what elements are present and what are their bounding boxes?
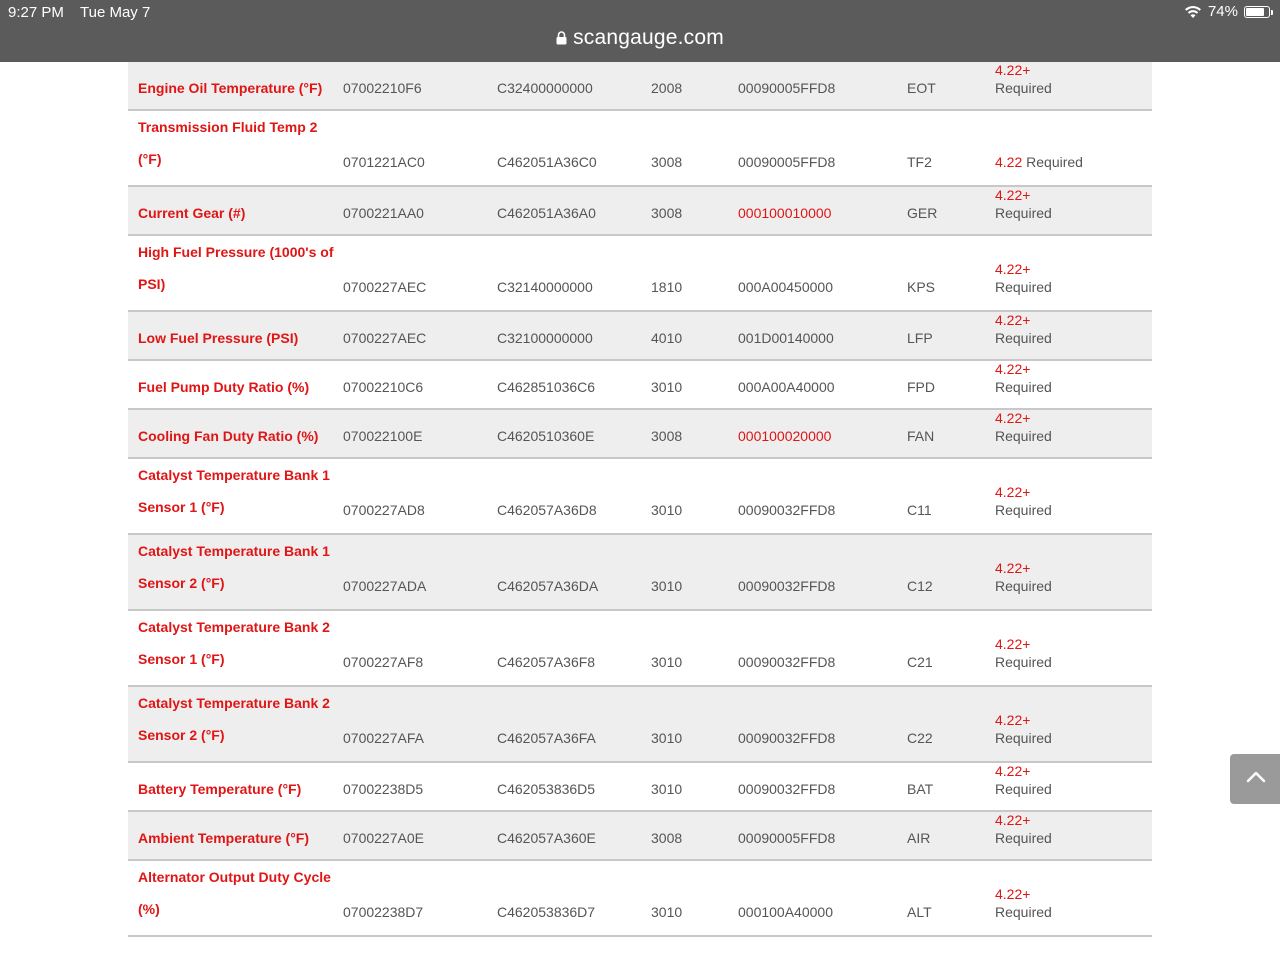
gauge-name: KPS xyxy=(907,279,936,295)
header-code: 0700227ADA xyxy=(343,578,427,594)
rx-filter: 2008 xyxy=(651,80,683,96)
firmware-version: 4.22+ xyxy=(995,312,1031,328)
gauge-name: GER xyxy=(907,205,938,221)
pid-name: Catalyst Temperature Bank 2 Sensor 2 (°F) xyxy=(138,695,330,743)
rx-filter: 3010 xyxy=(651,904,683,920)
gauge-name: FPD xyxy=(907,379,935,395)
header-code: 0700227AD8 xyxy=(343,502,425,518)
header-code: 0700227AEC xyxy=(343,330,427,346)
pid-name: Catalyst Temperature Bank 2 Sensor 1 (°F) xyxy=(138,619,330,667)
pid-table xyxy=(128,62,1152,937)
status-indicators xyxy=(1184,3,1270,20)
math: 00090005FFD8 xyxy=(738,154,836,170)
tx-data: C32100000000 xyxy=(497,330,593,346)
firmware-version: 4.22+ xyxy=(995,187,1031,203)
tx-data: C462057A360E xyxy=(497,830,596,846)
status-time: 9:27 PM xyxy=(8,4,64,21)
math: 000A00A40000 xyxy=(738,379,835,395)
firmware-required: Required xyxy=(995,205,1052,221)
pid-name: Cooling Fan Duty Ratio (%) xyxy=(138,428,319,444)
math: 00090032FFD8 xyxy=(738,730,836,746)
math: 00090032FFD8 xyxy=(738,578,836,594)
gauge-name: C12 xyxy=(907,578,933,594)
gauge-name: C22 xyxy=(907,730,933,746)
math: 00090005FFD8 xyxy=(738,830,836,846)
firmware-required: Required xyxy=(995,830,1052,846)
table-row xyxy=(128,361,1152,410)
firmware-version: 4.22+ xyxy=(995,261,1031,277)
header-code: 07002238D5 xyxy=(343,781,424,797)
table-row xyxy=(128,763,1152,812)
gauge-name: C21 xyxy=(907,654,933,670)
table-row xyxy=(128,611,1152,687)
pid-name: High Fuel Pressure (1000's of PSI) xyxy=(138,244,334,292)
rx-filter: 3008 xyxy=(651,154,683,170)
table-row xyxy=(128,687,1152,763)
table-row xyxy=(128,111,1152,187)
header-code: 0700227AEC xyxy=(343,279,427,295)
pid-name: Fuel Pump Duty Ratio (%) xyxy=(138,379,310,395)
tx-data: C462851036C6 xyxy=(497,379,596,395)
firmware-version: 4.22+ xyxy=(995,410,1031,426)
tx-data: C462051A36C0 xyxy=(497,154,597,170)
pid-name: Current Gear (#) xyxy=(138,205,246,221)
table-row xyxy=(128,410,1152,459)
rx-filter: 3010 xyxy=(651,730,683,746)
chevron-up-icon xyxy=(1246,770,1266,784)
status-date: Tue May 7 xyxy=(80,4,151,21)
battery-percent: 74% xyxy=(1207,3,1238,20)
math: 00090032FFD8 xyxy=(738,781,836,797)
header-code: 07002210F6 xyxy=(343,80,422,96)
pid-name: Catalyst Temperature Bank 1 Sensor 2 (°F) xyxy=(138,543,330,591)
table-row xyxy=(128,535,1152,611)
gauge-name: LFP xyxy=(907,330,933,346)
header-code: 07002210C6 xyxy=(343,379,424,395)
gauge-name: AIR xyxy=(907,830,931,846)
tx-data: C462051A36A0 xyxy=(497,205,596,221)
lock-icon xyxy=(556,31,567,45)
pid-name: Battery Temperature (°F) xyxy=(138,781,302,797)
firmware-required: Required xyxy=(995,904,1052,920)
tx-data: C462053836D7 xyxy=(497,904,596,920)
url-text: scangauge.com xyxy=(573,26,724,49)
firmware-version: 4.22+ xyxy=(995,812,1031,828)
rx-filter: 3010 xyxy=(651,502,683,518)
table-row xyxy=(128,459,1152,535)
battery-level-fill xyxy=(1246,8,1264,16)
firmware-version: 4.22+ xyxy=(995,636,1031,652)
header-code: 0700227AFA xyxy=(343,730,424,746)
pid-name: Alternator Output Duty Cycle (%) xyxy=(138,869,331,917)
pid-name: Ambient Temperature (°F) xyxy=(138,830,310,846)
tx-data: C462057A36D8 xyxy=(497,502,597,518)
math: 00090005FFD8 xyxy=(738,80,836,96)
firmware-required: Required xyxy=(995,80,1052,96)
rx-filter: 3010 xyxy=(651,578,683,594)
math: 00090032FFD8 xyxy=(738,502,836,518)
firmware-required: Required xyxy=(995,654,1052,670)
header-code: 0700221AA0 xyxy=(343,205,424,221)
table-row xyxy=(128,861,1152,937)
firmware-version: 4.22+ xyxy=(995,62,1031,78)
gauge-name: ALT xyxy=(907,904,932,920)
table-row xyxy=(128,312,1152,361)
table-row xyxy=(128,812,1152,861)
tx-data: C462057A36FA xyxy=(497,730,596,746)
scroll-to-top-button[interactable] xyxy=(1230,754,1280,804)
math: 000100020000 xyxy=(738,428,832,444)
tx-data: C462057A36DA xyxy=(497,578,599,594)
rx-filter: 3008 xyxy=(651,205,683,221)
firmware-required: Required xyxy=(995,781,1052,797)
rx-filter: 3008 xyxy=(651,830,683,846)
tx-data: C462057A36F8 xyxy=(497,654,596,670)
header-code: 0701221AC0 xyxy=(343,154,425,170)
header-code: 0700227AF8 xyxy=(343,654,424,670)
rx-filter: 3010 xyxy=(651,379,683,395)
browser-top-bar xyxy=(0,0,1280,62)
header-code: 070022100E xyxy=(343,428,423,444)
firmware-required: Required xyxy=(995,379,1052,395)
rx-filter: 3010 xyxy=(651,781,683,797)
tx-data: C4620510360E xyxy=(497,428,595,444)
tx-data: C32140000000 xyxy=(497,279,593,295)
math: 000100010000 xyxy=(738,205,832,221)
rx-filter: 1810 xyxy=(651,279,683,295)
address-bar[interactable] xyxy=(0,26,1280,50)
firmware-version: 4.22+ xyxy=(995,484,1031,500)
firmware-version: 4.22+ xyxy=(995,763,1031,779)
firmware-required: Required xyxy=(995,428,1052,444)
pid-name: Catalyst Temperature Bank 1 Sensor 1 (°F) xyxy=(138,467,330,515)
math: 00090032FFD8 xyxy=(738,654,836,670)
firmware-required: Required xyxy=(995,502,1052,518)
gauge-name: BAT xyxy=(907,781,934,797)
firmware-version: 4.22+ xyxy=(995,361,1031,377)
math: 001D00140000 xyxy=(738,330,834,346)
firmware-required: Required xyxy=(995,578,1052,594)
gauge-name: C11 xyxy=(907,502,932,518)
pid-name: Engine Oil Temperature (°F) xyxy=(138,80,323,96)
tx-data: C32400000000 xyxy=(497,80,593,96)
table-row xyxy=(128,62,1152,111)
pid-name: Transmission Fluid Temp 2 (°F) xyxy=(138,119,318,167)
gauge-name: EOT xyxy=(907,80,936,96)
battery-icon xyxy=(1244,6,1270,18)
firmware-version: 4.22+ xyxy=(995,560,1031,576)
header-code: 0700227A0E xyxy=(343,830,424,846)
firmware-version: 4.22+ xyxy=(995,886,1031,902)
gauge-name: TF2 xyxy=(907,154,932,170)
table-row xyxy=(128,187,1152,236)
firmware-requirement: 4.22 Required xyxy=(995,154,1083,170)
rx-filter: 4010 xyxy=(651,330,683,346)
firmware-required: Required xyxy=(995,330,1052,346)
math: 000100A40000 xyxy=(738,904,833,920)
firmware-required: Required xyxy=(995,279,1052,295)
math: 000A00450000 xyxy=(738,279,833,295)
tx-data: C462053836D5 xyxy=(497,781,596,797)
header-code: 07002238D7 xyxy=(343,904,424,920)
wifi-icon xyxy=(1184,5,1202,19)
rx-filter: 3008 xyxy=(651,428,683,444)
gauge-name: FAN xyxy=(907,428,935,444)
firmware-required: Required xyxy=(995,730,1052,746)
pid-name: Low Fuel Pressure (PSI) xyxy=(138,330,299,346)
rx-filter: 3010 xyxy=(651,654,683,670)
firmware-version: 4.22+ xyxy=(995,712,1031,728)
table-row xyxy=(128,236,1152,312)
